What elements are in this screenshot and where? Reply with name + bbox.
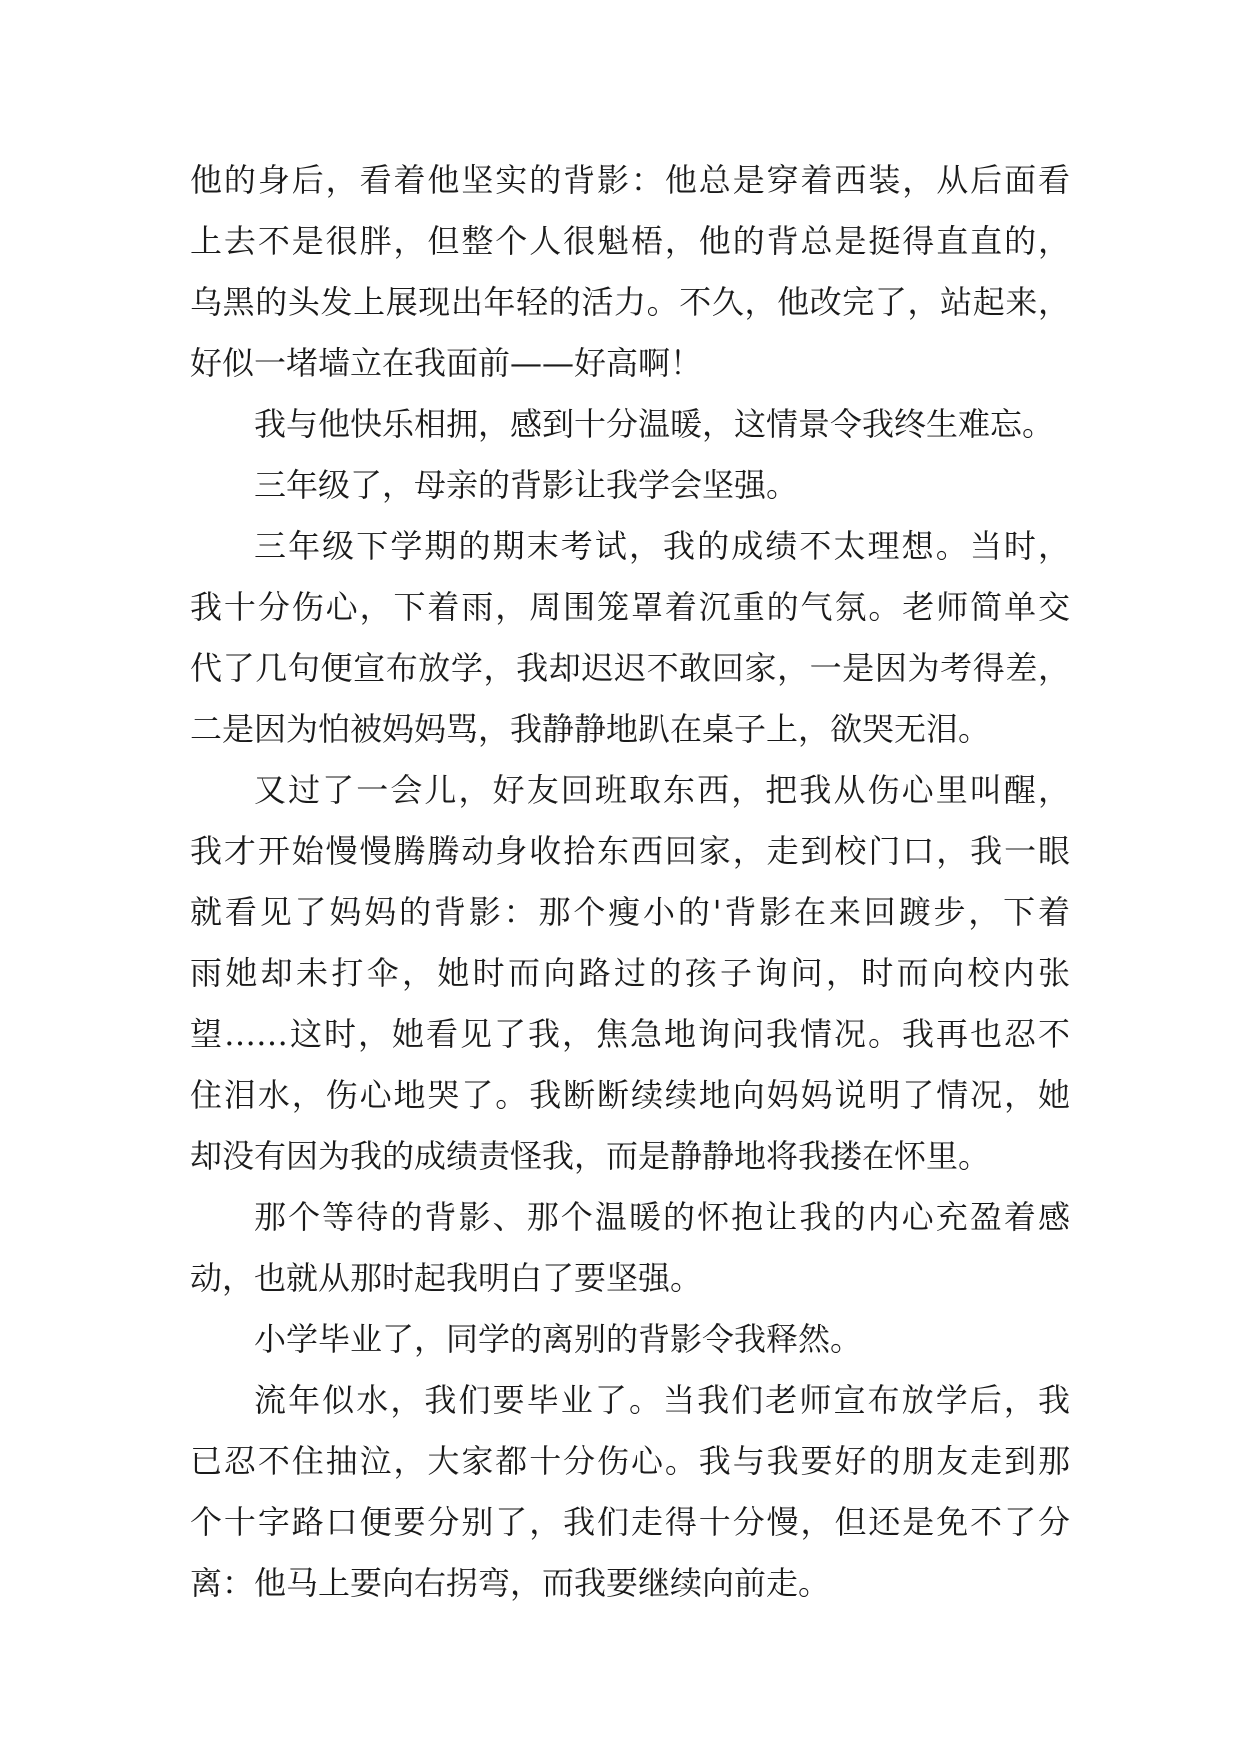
text-line: 乌黑的头发上展现出年轻的活力。不久，他改完了，站起来， bbox=[190, 283, 1070, 321]
text-line: 就看见了妈妈的背影：那个瘦小的'背影在来回踱步，下着 bbox=[190, 893, 1070, 931]
text-line: 离：他马上要向右拐弯，而我要继续向前走。 bbox=[190, 1564, 831, 1602]
text-line: 那个等待的背影、那个温暖的怀抱让我的内心充盈着感 bbox=[254, 1198, 1070, 1236]
text-line: 他的身后，看着他坚实的背影：他总是穿着西装，从后面看 bbox=[190, 161, 1070, 199]
text-line: 个十字路口便要分别了，我们走得十分慢，但还是免不了分 bbox=[190, 1503, 1070, 1541]
text-line: 好似一堵墙立在我面前——好高啊！ bbox=[190, 344, 703, 382]
text-line: 三年级了，母亲的背影让我学会坚强。 bbox=[254, 466, 799, 504]
text-line: 我才开始慢慢腾腾动身收拾东西回家，走到校门口，我一眼 bbox=[190, 832, 1070, 870]
text-line: 我与他快乐相拥，感到十分温暖，这情景令我终生难忘。 bbox=[254, 405, 1055, 443]
document-body bbox=[190, 150, 1070, 1614]
text-line: 上去不是很胖，但整个人很魁梧，他的背总是挺得直直的， bbox=[190, 222, 1070, 260]
text-line: 我十分伤心，下着雨，周围笼罩着沉重的气氛。老师简单交 bbox=[190, 588, 1070, 626]
text-line: 代了几句便宣布放学，我却迟迟不敢回家，一是因为考得差， bbox=[190, 649, 1070, 687]
text-line: 又过了一会儿，好友回班取东西，把我从伤心里叫醒， bbox=[254, 771, 1070, 809]
text-line: 住泪水，伤心地哭了。我断断续续地向妈妈说明了情况，她 bbox=[190, 1076, 1070, 1114]
text-line: 望……这时，她看见了我，焦急地询问我情况。我再也忍不 bbox=[190, 1015, 1070, 1053]
text-line: 动，也就从那时起我明白了要坚强。 bbox=[190, 1259, 703, 1297]
text-line: 流年似水，我们要毕业了。当我们老师宣布放学后，我 bbox=[254, 1381, 1070, 1419]
text-line: 小学毕业了，同学的离别的背影令我释然。 bbox=[254, 1320, 863, 1358]
text-line: 雨她却未打伞，她时而向路过的孩子询问，时而向校内张 bbox=[190, 954, 1070, 992]
text-line: 已忍不住抽泣，大家都十分伤心。我与我要好的朋友走到那 bbox=[190, 1442, 1070, 1480]
text-line: 却没有因为我的成绩责怪我，而是静静地将我搂在怀里。 bbox=[190, 1137, 991, 1175]
text-line: 二是因为怕被妈妈骂，我静静地趴在桌子上，欲哭无泪。 bbox=[190, 710, 991, 748]
text-line: 三年级下学期的期末考试，我的成绩不太理想。当时， bbox=[254, 527, 1070, 565]
